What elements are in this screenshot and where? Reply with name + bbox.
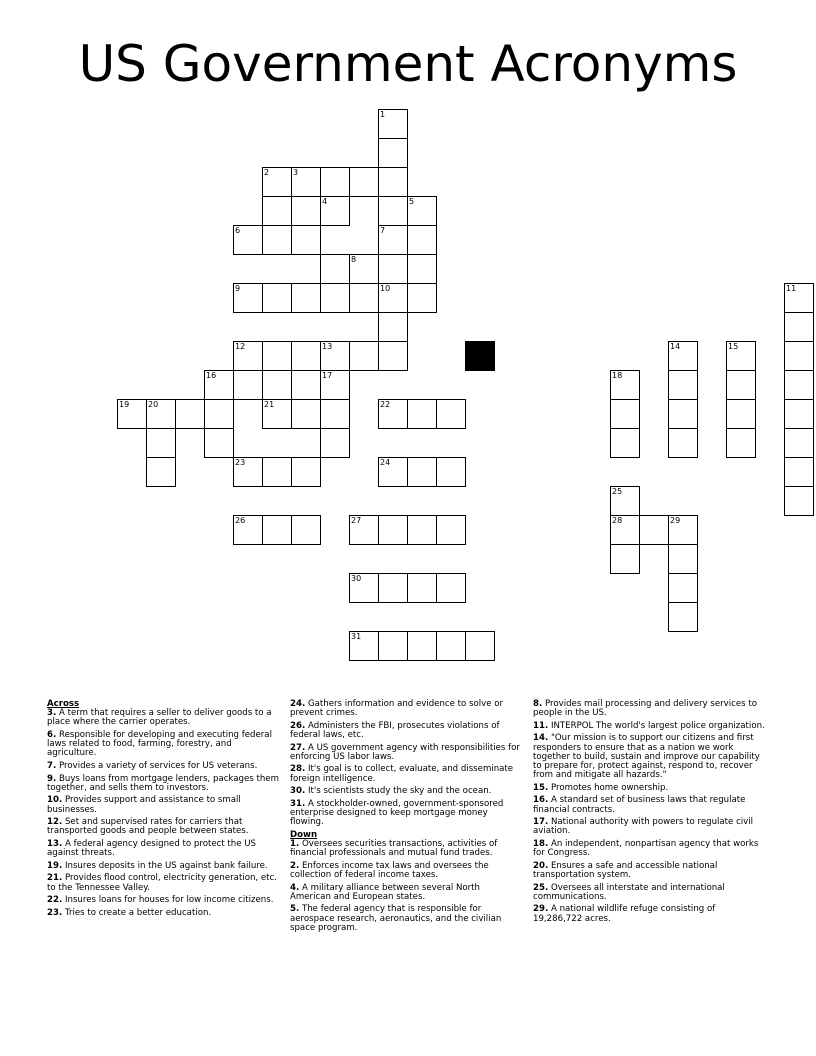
crossword-cell[interactable] [407, 631, 437, 661]
crossword-cell[interactable] [262, 167, 292, 197]
clue-item-text: Set and supervised rates for carriers that transported goods and people between states. [47, 817, 249, 837]
clue-item [47, 874, 279, 892]
crossword-cell[interactable] [378, 109, 408, 139]
clue-item-number: 20. [533, 860, 549, 871]
crossword-cell[interactable] [320, 428, 350, 458]
clue-item [47, 762, 279, 771]
clue-item-number: 1. [290, 838, 300, 849]
clue-number: 10 [380, 284, 391, 293]
crossword-cell[interactable] [784, 457, 814, 487]
clue-item [533, 796, 765, 814]
clue-item-text: Provides flood control, electricity generation, etc. to the Tennessee Valley. [47, 873, 277, 893]
crossword-cell[interactable] [407, 399, 437, 429]
clue-number: 31 [351, 632, 362, 641]
crossword-cell[interactable] [436, 515, 466, 545]
crossword-cell[interactable] [349, 573, 379, 603]
clue-item-text: A standard set of business laws that regulate financial contracts. [533, 795, 746, 815]
crossword-cell[interactable] [378, 457, 408, 487]
clue-item-text: Administers the FBI, prosecutes violations of federal laws, etc. [290, 720, 500, 740]
crossword-cell[interactable] [204, 399, 234, 429]
clue-item-text: Buys loans from mortgage lenders, packages them together, and sells them to investors. [47, 773, 279, 793]
crossword-cell[interactable] [291, 515, 321, 545]
clue-number: 27 [351, 516, 362, 525]
clue-number: 4 [322, 197, 328, 206]
crossword-cell[interactable] [262, 515, 292, 545]
crossword-cell[interactable] [726, 370, 756, 400]
clue-item-number: 17. [533, 817, 549, 828]
crossword-cell[interactable] [378, 254, 408, 284]
clue-number: 20 [148, 400, 159, 409]
crossword-cell[interactable] [204, 370, 234, 400]
clue-item-number: 5. [290, 904, 300, 915]
crossword-cell[interactable] [610, 370, 640, 400]
clue-item-number: 15. [533, 782, 549, 793]
clue-item-text: Responsible for developing and executing federal laws related to food, farming, forestry, and agriculture. [47, 730, 272, 759]
clue-item-text: A military alliance between several North American and European states. [290, 882, 480, 902]
clue-item-text: INTERPOL The world's largest police organization. [550, 720, 765, 731]
crossword-cell[interactable] [262, 370, 292, 400]
crossword-cell[interactable] [262, 196, 292, 226]
crossword-cell[interactable] [784, 283, 814, 313]
crossword-cell[interactable] [378, 138, 408, 168]
crossword-cell[interactable] [291, 283, 321, 313]
clue-number: 17 [322, 371, 333, 380]
crossword-cell[interactable] [378, 167, 408, 197]
clue-item [290, 722, 522, 740]
clue-item-text: National authority with powers to regulate civil aviation. [533, 817, 754, 837]
crossword-cell[interactable] [668, 428, 698, 458]
crossword-cell[interactable] [784, 428, 814, 458]
clue-number: 3 [293, 168, 299, 177]
clue-item-number: 9. [47, 773, 57, 784]
clue-item-text: A US government agency with responsibilities for enforcing US labor laws. [290, 742, 520, 762]
clue-number: 29 [670, 516, 681, 525]
clue-item-number: 19. [47, 860, 63, 871]
clue-item-number: 25. [533, 882, 549, 893]
crossword-cell[interactable] [407, 283, 437, 313]
crossword-cell[interactable] [610, 515, 640, 545]
clue-item-number: 22. [47, 895, 63, 906]
crossword-cell[interactable] [349, 283, 379, 313]
clue-item-number: 16. [533, 795, 549, 806]
clue-number: 2 [264, 168, 270, 177]
crossword-cell[interactable] [726, 428, 756, 458]
crossword-cell[interactable] [349, 515, 379, 545]
clue-item-number: 14. [533, 733, 549, 744]
page-title: US Government Acronyms [78, 35, 738, 93]
crossword-cell[interactable] [233, 341, 263, 371]
crossword-cell[interactable] [146, 399, 176, 429]
crossword-cell[interactable] [378, 631, 408, 661]
clue-item [47, 909, 279, 918]
crossword-cell[interactable] [668, 602, 698, 632]
clue-number: 19 [119, 400, 130, 409]
clue-item-number: 10. [47, 795, 63, 806]
clue-item-number: 12. [47, 817, 63, 828]
crossword-cell[interactable] [233, 515, 263, 545]
clue-item-number: 11. [533, 720, 549, 731]
clue-item-number: 21. [47, 873, 63, 884]
clue-item-number: 29. [533, 904, 549, 915]
clue-item-text: Ensures a safe and accessible national transportation system. [533, 860, 718, 880]
clue-item [290, 800, 522, 828]
crossword-cell[interactable] [320, 341, 350, 371]
crossword-cell[interactable] [262, 341, 292, 371]
crossword-cell[interactable] [378, 196, 408, 226]
clue-item-number: 30. [290, 786, 306, 797]
crossword-cell[interactable] [668, 341, 698, 371]
clue-item [47, 862, 279, 871]
crossword-cell[interactable] [233, 283, 263, 313]
clue-item-number: 13. [47, 838, 63, 849]
clue-item-text: A term that requires a seller to deliver goods to a place where the carrier operates. [47, 708, 272, 728]
down-header: Down [290, 829, 318, 840]
crossword-cell[interactable] [610, 428, 640, 458]
crossword-cell[interactable] [784, 370, 814, 400]
clue-item-text: It's goal is to collect, evaluate, and disseminate foreign intelligence. [290, 764, 514, 784]
clue-item [290, 884, 522, 902]
crossword-cell[interactable] [465, 631, 495, 661]
clue-item-number: 7. [47, 761, 57, 771]
black-square [465, 341, 495, 371]
clue-number: 13 [322, 342, 333, 351]
clue-number: 7 [380, 226, 386, 235]
clue-item [47, 896, 279, 905]
crossword-cell[interactable] [784, 486, 814, 516]
clue-number: 24 [380, 458, 391, 467]
crossword-cell[interactable] [349, 341, 379, 371]
clue-item-text: A national wildlife refuge consisting of 19,286,722 acres. [533, 904, 716, 924]
clue-item [47, 709, 279, 727]
clue-item-number: 31. [290, 798, 306, 809]
clue-number: 6 [235, 226, 241, 235]
clue-number: 14 [670, 342, 681, 351]
crossword-cell[interactable] [668, 370, 698, 400]
clue-column-2 [290, 700, 522, 936]
clue-number: 25 [612, 487, 623, 496]
clue-number: 21 [264, 400, 275, 409]
clue-item [290, 744, 522, 762]
crossword-cell[interactable] [610, 486, 640, 516]
clue-item [533, 700, 765, 718]
crossword-cell[interactable] [610, 399, 640, 429]
crossword-cell[interactable] [378, 399, 408, 429]
clue-item [290, 787, 522, 796]
clue-item-text: An independent, nonpartisan agency that works for Congress. [533, 838, 759, 859]
crossword-cell[interactable] [378, 283, 408, 313]
clue-item [290, 862, 522, 880]
clue-item-text: Insures loans for houses for low income citizens. [64, 895, 274, 906]
clue-item-text: Oversees all interstate and international communications. [533, 882, 725, 902]
crossword-cell[interactable] [436, 573, 466, 603]
crossword-cell[interactable] [146, 428, 176, 458]
crossword-cell[interactable] [320, 254, 350, 284]
clue-number: 12 [235, 342, 246, 351]
crossword-cell[interactable] [262, 399, 292, 429]
crossword-cell[interactable] [668, 544, 698, 574]
crossword-cell[interactable] [320, 399, 350, 429]
clue-item [47, 775, 279, 793]
clue-item-text: Provides a variety of services for US veterans. [58, 761, 258, 771]
clue-number: 8 [351, 255, 357, 264]
crossword-cell[interactable] [117, 399, 147, 429]
crossword-cell[interactable] [378, 573, 408, 603]
crossword-cell[interactable] [378, 341, 408, 371]
clue-item [290, 840, 522, 858]
clue-item-text: Insures deposits in the US against bank failure. [64, 860, 268, 871]
clue-number: 5 [409, 197, 415, 206]
crossword-cell[interactable] [726, 399, 756, 429]
crossword-cell[interactable] [291, 457, 321, 487]
clue-item-text: Promotes home ownership. [550, 782, 669, 793]
crossword-cell[interactable] [668, 515, 698, 545]
crossword-cell[interactable] [610, 544, 640, 574]
crossword-cell[interactable] [204, 428, 234, 458]
clue-number: 11 [786, 284, 797, 293]
clue-item-text: The federal agency that is responsible for aerospace research, aeronautics, and the civilian space program. [290, 904, 502, 933]
clue-item-number: 3. [47, 708, 57, 719]
crossword-cell[interactable] [639, 515, 669, 545]
crossword-cell[interactable] [320, 167, 350, 197]
crossword-cell[interactable] [668, 399, 698, 429]
clue-item [533, 884, 765, 902]
crossword-cell[interactable] [349, 167, 379, 197]
crossword-cell[interactable] [233, 457, 263, 487]
clue-number: 1 [380, 110, 386, 119]
crossword-cell[interactable] [291, 341, 321, 371]
crossword-cell[interactable] [262, 283, 292, 313]
clue-number: 23 [235, 458, 246, 467]
clue-item-number: 18. [533, 838, 549, 849]
crossword-cell[interactable] [436, 457, 466, 487]
clue-item-text: Provides support and assistance to small businesses. [47, 795, 241, 815]
crossword-cell[interactable] [784, 399, 814, 429]
clue-item-number: 24. [290, 699, 306, 709]
clue-item-text: Tries to create a better education. [64, 907, 212, 918]
clue-item [533, 818, 765, 836]
crossword-cell[interactable] [407, 196, 437, 226]
crossword-cell[interactable] [262, 225, 292, 255]
crossword-cell[interactable] [378, 225, 408, 255]
crossword-cell[interactable] [146, 457, 176, 487]
clue-item-number: 23. [47, 907, 63, 918]
crossword-cell[interactable] [726, 341, 756, 371]
clue-column-3 [533, 700, 765, 927]
crossword-cell[interactable] [291, 399, 321, 429]
clue-item-text: Enforces income tax laws and oversees the collection of federal income taxes. [290, 860, 489, 880]
clue-column-1 [47, 700, 279, 921]
crossword-cell[interactable] [320, 283, 350, 313]
clue-item-number: 27. [290, 742, 306, 753]
across-header: Across [47, 699, 80, 709]
clue-item-text: Oversees securities transactions, activities of financial professionals and mutual fund trades. [290, 838, 498, 859]
clue-item-text: Provides mail processing and delivery services to people in the US. [533, 699, 757, 719]
crossword-cell[interactable] [407, 515, 437, 545]
crossword-cell[interactable] [668, 573, 698, 603]
clue-number: 30 [351, 574, 362, 583]
clue-item [47, 840, 279, 858]
clue-number: 15 [728, 342, 739, 351]
crossword-cell[interactable] [320, 196, 350, 226]
crossword-cell[interactable] [175, 399, 205, 429]
crossword-cell[interactable] [407, 254, 437, 284]
clue-item [47, 731, 279, 759]
crossword-cell[interactable] [291, 167, 321, 197]
clue-item-number: 26. [290, 720, 306, 731]
crossword-cell[interactable] [349, 631, 379, 661]
crossword-cell[interactable] [262, 457, 292, 487]
clue-item [47, 818, 279, 836]
clue-item [533, 784, 765, 793]
clue-item-number: 6. [47, 730, 57, 740]
clue-item [290, 765, 522, 783]
crossword-cell[interactable] [407, 573, 437, 603]
clue-number: 9 [235, 284, 241, 293]
crossword-cell[interactable] [784, 341, 814, 371]
clue-number: 28 [612, 516, 623, 525]
crossword-cell[interactable] [378, 515, 408, 545]
clue-number: 16 [206, 371, 217, 380]
crossword-cell[interactable] [436, 399, 466, 429]
clue-item-number: 2. [290, 860, 300, 871]
clue-item [290, 905, 522, 933]
crossword-cell[interactable] [320, 370, 350, 400]
crossword-cell[interactable] [378, 312, 408, 342]
clue-item [533, 862, 765, 880]
crossword-cell[interactable] [233, 225, 263, 255]
clue-item [533, 840, 765, 858]
crossword-cell[interactable] [436, 631, 466, 661]
crossword-cell[interactable] [784, 312, 814, 342]
clue-item [533, 905, 765, 923]
clue-item-number: 8. [533, 699, 543, 709]
crossword-cell[interactable] [407, 225, 437, 255]
clue-number: 18 [612, 371, 623, 380]
crossword-cell[interactable] [407, 457, 437, 487]
clue-item [533, 734, 765, 780]
crossword-cell[interactable] [233, 370, 263, 400]
clue-item [47, 796, 279, 814]
clue-item-text: A federal agency designed to protect the US against threats. [47, 838, 257, 859]
crossword-cell[interactable] [291, 370, 321, 400]
crossword-cell[interactable] [349, 254, 379, 284]
clue-item-number: 28. [290, 764, 306, 775]
clue-number: 22 [380, 400, 391, 409]
clue-item-number: 4. [290, 882, 300, 893]
clue-item-text: It's scientists study the sky and the ocean. [307, 786, 492, 797]
clue-item-text: Gathers information and evidence to solve or prevent crimes. [290, 699, 504, 719]
clue-item-text: "Our mission is to support our citizens and first responders to ensure that as a nation we work together to build, sustain and improve our capability to prepare for, protect against, respond to, recover from and mitigate all hazards." [533, 733, 760, 781]
clue-item [290, 700, 522, 718]
clue-number: 26 [235, 516, 246, 525]
clue-item [533, 722, 765, 731]
clue-item-text: A stockholder-owned, government-sponsored enterprise designed to keep mortgage money flowing. [290, 798, 504, 828]
crossword-cell[interactable] [291, 225, 321, 255]
